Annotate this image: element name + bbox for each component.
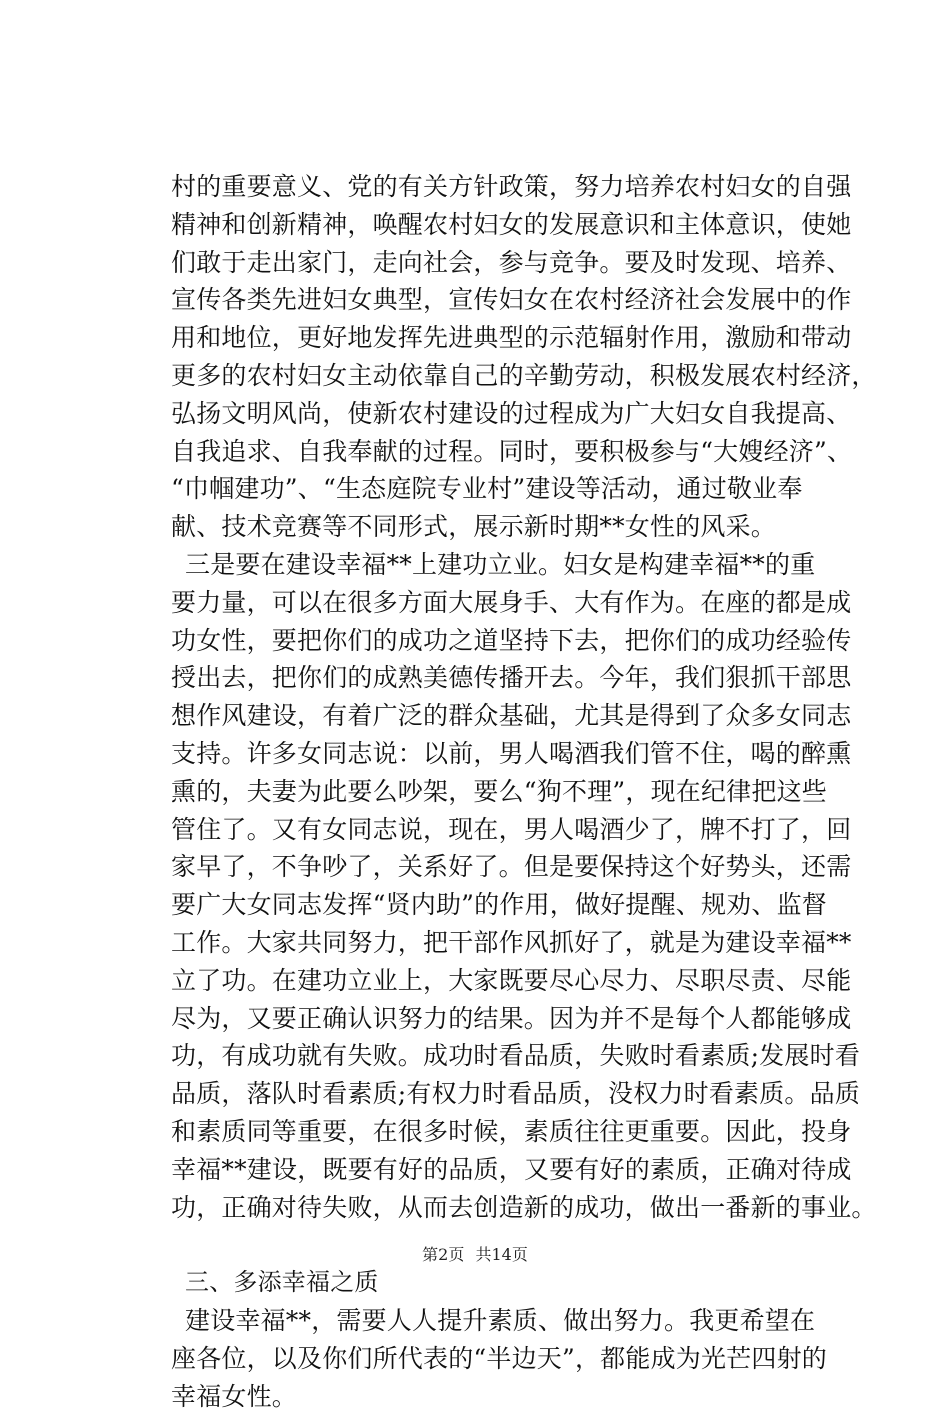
text-line: 幸福**建设，既要有好的品质，又要有好的素质，正确对待成 xyxy=(171,1151,831,1189)
text-line: 们敢于走出家门，走向社会，参与竞争。要及时发现、培养、 xyxy=(171,244,831,282)
document-body xyxy=(171,168,831,1415)
text-line: 建设幸福**，需要人人提升素质、做出努力。我更希望在 xyxy=(171,1302,831,1340)
text-line: 更多的农村妇女主动依靠自己的辛勤劳动，积极发展农村经济， xyxy=(171,357,831,395)
text-line: 立了功。在建功立业上，大家既要尽心尽力、尽职尽责、尽能 xyxy=(171,962,831,1000)
text-line: 要广大女同志发挥“贤内助”的作用，做好提醒、规劝、监督 xyxy=(171,886,831,924)
page-total: 共14页 xyxy=(475,1245,527,1264)
page-footer xyxy=(0,1242,950,1265)
text-line: 尽为，又要正确认识努力的结果。因为并不是每个人都能够成 xyxy=(171,1000,831,1038)
text-line: 自我追求、自我奉献的过程。同时，要积极参与“大嫂经济”、 xyxy=(171,433,831,471)
paragraph-2 xyxy=(171,546,831,1226)
text-line: 弘扬文明风尚，使新农村建设的过程成为广大妇女自我提高、 xyxy=(171,395,831,433)
text-line: “巾帼建功”、“生态庭院专业村”建设等活动，通过敬业奉 xyxy=(171,470,831,508)
text-line: 想作风建设，有着广泛的群众基础，尤其是得到了众多女同志 xyxy=(171,697,831,735)
text-line: 工作。大家共同努力，把干部作风抓好了，就是为建设幸福** xyxy=(171,924,831,962)
text-line: 和素质同等重要，在很多时候，素质往往更重要。因此，投身 xyxy=(171,1113,831,1151)
text-line: 管住了。又有女同志说，现在，男人喝酒少了，牌不打了，回 xyxy=(171,811,831,849)
text-line: 熏的，夫妻为此要么吵架，要么“狗不理”，现在纪律把这些 xyxy=(171,773,831,811)
section-heading: 三、多添幸福之质 xyxy=(171,1264,831,1302)
text-line: 功，正确对待失败，从而去创造新的成功，做出一番新的事业。 xyxy=(171,1189,831,1227)
text-line: 用和地位，更好地发挥先进典型的示范辐射作用，激励和带动 xyxy=(171,319,831,357)
text-line: 授出去，把你们的成熟美德传播开去。今年，我们狠抓干部思 xyxy=(171,659,831,697)
text-line: 村的重要意义、党的有关方针政策，努力培养农村妇女的自强 xyxy=(171,168,831,206)
text-line: 三是要在建设幸福**上建功立业。妇女是构建幸福**的重 xyxy=(171,546,831,584)
text-line: 家早了，不争吵了，关系好了。但是要保持这个好势头，还需 xyxy=(171,848,831,886)
text-line: 品质，落队时看素质;有权力时看品质，没权力时看素质。品质 xyxy=(171,1075,831,1113)
text-line: 功，有成功就有失败。成功时看品质，失败时看素质;发展时看 xyxy=(171,1037,831,1075)
text-line: 献、技术竞赛等不同形式，展示新时期**女性的风采。 xyxy=(171,508,831,546)
page-number: 第2页 xyxy=(422,1245,464,1264)
text-line: 幸福女性。 xyxy=(171,1378,831,1415)
text-line: 座各位，以及你们所代表的“半边天”，都能成为光芒四射的 xyxy=(171,1340,831,1378)
text-line: 要力量，可以在很多方面大展身手、大有作为。在座的都是成 xyxy=(171,584,831,622)
text-line: 精神和创新精神，唤醒农村妇女的发展意识和主体意识，使她 xyxy=(171,206,831,244)
text-line: 功女性，要把你们的成功之道坚持下去，把你们的成功经验传 xyxy=(171,622,831,660)
paragraph-1 xyxy=(171,168,831,546)
text-line: 宣传各类先进妇女典型，宣传妇女在农村经济社会发展中的作 xyxy=(171,281,831,319)
paragraph-3 xyxy=(171,1302,831,1415)
text-line: 支持。许多女同志说：以前，男人喝酒我们管不住，喝的醉熏 xyxy=(171,735,831,773)
